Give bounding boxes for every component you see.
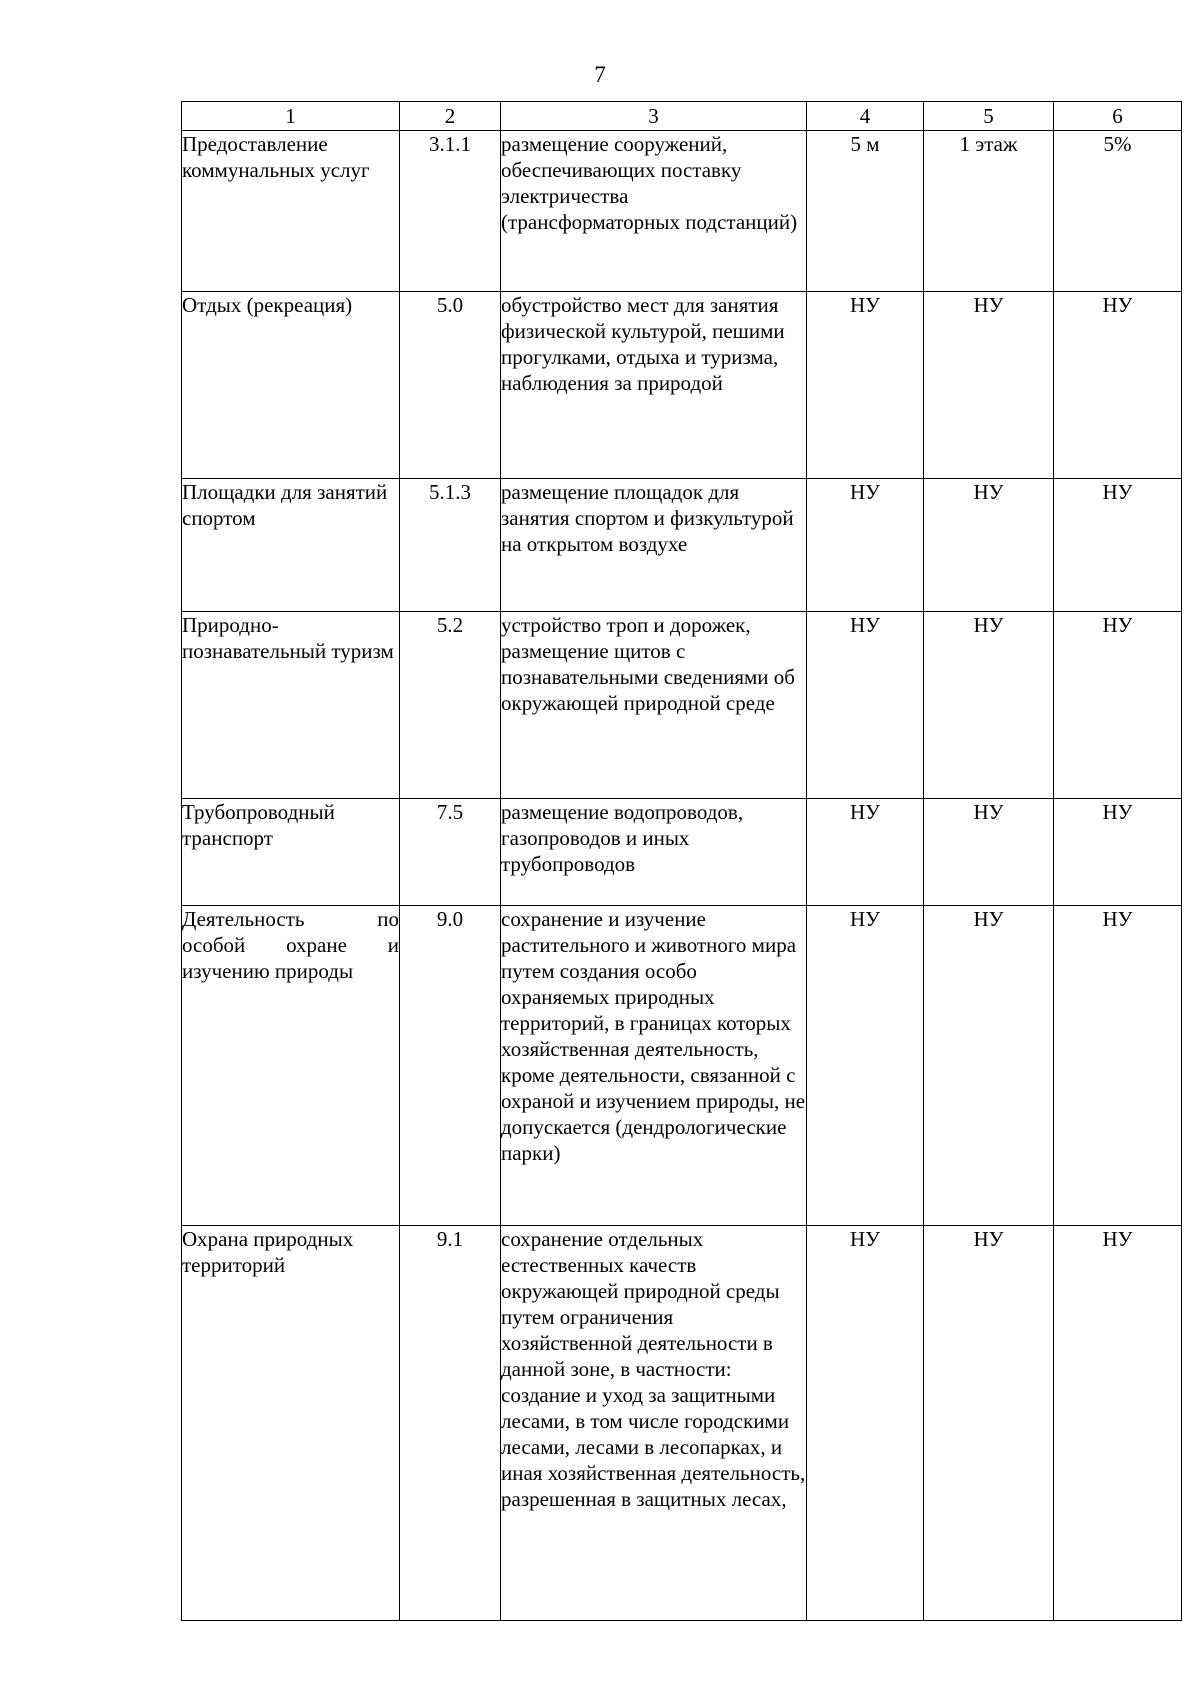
use-name-cell: Площадки для занятий спортом — [182, 479, 400, 612]
use-name-cell: Природно-познавательный туризм — [182, 612, 400, 799]
col5-cell: НУ — [924, 1226, 1054, 1621]
use-code-cell: 7.5 — [400, 799, 501, 906]
use-name-cell: Предоставление коммунальных услуг — [182, 131, 400, 292]
table-row — [182, 479, 1182, 612]
use-code-cell: 9.0 — [400, 906, 501, 1226]
use-code-cell: 5.0 — [400, 292, 501, 479]
table-row — [182, 906, 1182, 1226]
col6-cell: НУ — [1054, 479, 1182, 612]
use-name-cell: Трубопроводный транспорт — [182, 799, 400, 906]
use-description-cell: размещение водопроводов, газопроводов и иных трубопроводов — [501, 799, 807, 906]
header-col-5: 5 — [924, 102, 1054, 131]
col5-cell: НУ — [924, 906, 1054, 1226]
col4-cell: НУ — [807, 612, 924, 799]
header-col-3: 3 — [501, 102, 807, 131]
col4-cell: НУ — [807, 1226, 924, 1621]
col6-cell: НУ — [1054, 292, 1182, 479]
table-row — [182, 131, 1182, 292]
use-description-cell: размещение сооружений, обеспечивающих поставку электричества (трансформаторных подстанций) — [501, 131, 807, 292]
col5-cell: 1 этаж — [924, 131, 1054, 292]
col4-cell: НУ — [807, 479, 924, 612]
col4-cell: НУ — [807, 799, 924, 906]
table-header-row — [182, 102, 1182, 131]
col5-cell: НУ — [924, 799, 1054, 906]
col4-cell: 5 м — [807, 131, 924, 292]
col6-cell: 5% — [1054, 131, 1182, 292]
table-row — [182, 612, 1182, 799]
table-row — [182, 292, 1182, 479]
header-col-4: 4 — [807, 102, 924, 131]
land-use-table — [181, 101, 1182, 1621]
use-name-cell: Охрана природных территорий — [182, 1226, 400, 1621]
header-col-2: 2 — [400, 102, 501, 131]
header-col-1: 1 — [182, 102, 400, 131]
col6-cell: НУ — [1054, 612, 1182, 799]
col4-cell: НУ — [807, 292, 924, 479]
table-row — [182, 1226, 1182, 1621]
use-description-cell: обустройство мест для занятия физической культурой, пешими прогулками, отдыха и туризма, наблюдения за природой — [501, 292, 807, 479]
col6-cell: НУ — [1054, 906, 1182, 1226]
use-code-cell: 3.1.1 — [400, 131, 501, 292]
header-col-6: 6 — [1054, 102, 1182, 131]
use-name-cell: Отдых (рекреация) — [182, 292, 400, 479]
use-code-cell: 5.2 — [400, 612, 501, 799]
col6-cell: НУ — [1054, 1226, 1182, 1621]
use-description-cell: сохранение и изучение растительного и животного мира путем создания особо охраняемых природных территорий, в границах которых хозяйственная деятельность, кроме деятельности, связанной с охраной и изучением природы, не допускается (дендрологические парки) — [501, 906, 807, 1226]
use-code-cell: 5.1.3 — [400, 479, 501, 612]
use-description-cell: сохранение отдельных естественных качеств окружающей природной среды путем ограничения хозяйственной деятельности в данной зоне, в частности: создание и уход за защитными лесами, в том числе городскими лесами, лесами в лесопарках, и иная хозяйственная деятельность, разрешенная в защитных лесах, — [501, 1226, 807, 1621]
use-description-cell: размещение площадок для занятия спортом и физкультурой на открытом воздухе — [501, 479, 807, 612]
col5-cell: НУ — [924, 292, 1054, 479]
col5-cell: НУ — [924, 612, 1054, 799]
use-name-cell: Деятельность по особой охране и изучению природы — [182, 906, 400, 1226]
page-number: 7 — [594, 62, 606, 87]
use-description-cell: устройство троп и дорожек, размещение щитов с познавательными сведениями об окружающей природной среде — [501, 612, 807, 799]
col4-cell: НУ — [807, 906, 924, 1226]
use-code-cell: 9.1 — [400, 1226, 501, 1621]
table-row — [182, 799, 1182, 906]
col5-cell: НУ — [924, 479, 1054, 612]
col6-cell: НУ — [1054, 799, 1182, 906]
